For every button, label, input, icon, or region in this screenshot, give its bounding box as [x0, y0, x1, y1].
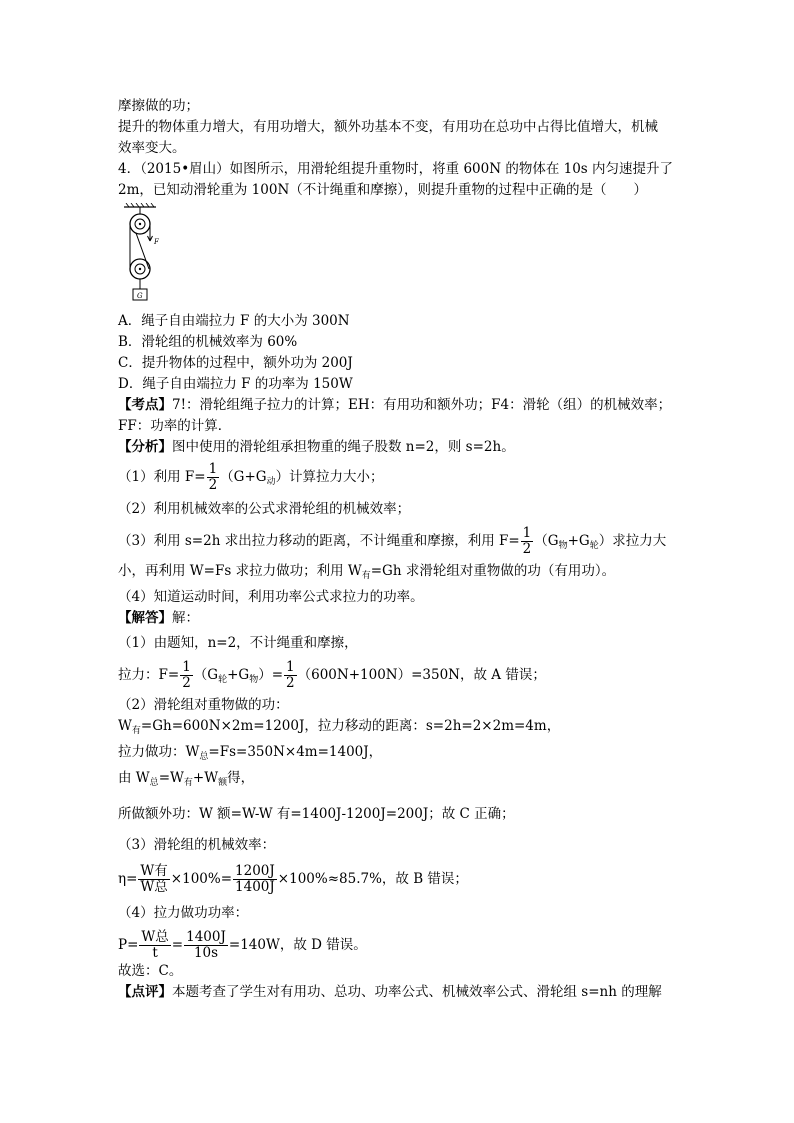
text-run: +G — [227, 667, 250, 683]
fraction-denominator: 2 — [522, 541, 532, 557]
text-run: W — [118, 718, 132, 734]
fraction-denominator: 1400J — [235, 879, 275, 895]
jieda-part-1-formula — [118, 660, 678, 691]
subscript: 总 — [149, 778, 159, 788]
text-run: ）= — [258, 667, 284, 683]
ceiling-hatch — [126, 203, 154, 207]
text-run: 解： — [172, 610, 199, 626]
text-run: ×100%= — [170, 871, 233, 887]
subscript: 额 — [218, 778, 228, 788]
subscript: 轮 — [218, 675, 228, 685]
text-run: （3）利用 s=2h 求出拉力移动的距离，不计绳重和摩擦，利用 F= — [118, 533, 520, 549]
subscript: 物 — [249, 675, 259, 685]
fraction-half — [521, 526, 534, 557]
subscript: 总 — [199, 752, 209, 762]
text-run: =Gh=600N×2m=1200J，拉力移动的距离：s=2h=2×2m=4m， — [140, 718, 561, 734]
jieda-part-4-formula — [118, 930, 678, 961]
text-run: =140W，故 D 错误。 — [228, 937, 367, 953]
kaodian-line-1 — [118, 395, 678, 416]
jieda-part-2-line-1 — [118, 716, 678, 742]
rope-diagonal — [136, 233, 149, 269]
subscript: 有 — [183, 778, 193, 788]
text-run: （G — [534, 533, 559, 549]
fraction-denominator: 2 — [182, 675, 191, 691]
dianping-tag: 【点评】 — [118, 984, 172, 1000]
fraction-denominator: t — [152, 945, 158, 961]
fraction-numerator: 1400J — [186, 929, 226, 945]
text-run: =W — [158, 770, 184, 786]
fenxi-line — [118, 437, 678, 458]
fraction-values — [184, 930, 228, 961]
subscript: 动 — [266, 477, 276, 487]
fraction-efficiency — [138, 864, 169, 895]
kaodian-line-2: FF：功率的计算． — [118, 418, 232, 434]
fraction-denominator: 10s — [193, 945, 219, 961]
text-run: 得， — [227, 770, 255, 786]
text-run: +W — [192, 770, 219, 786]
fenxi-step-3-cont — [118, 561, 678, 587]
jieda-part-3-title: （3）滑轮组的机械效率： — [118, 837, 276, 853]
document-page — [118, 96, 678, 1003]
text-run: 由 W — [118, 770, 150, 786]
jieda-part-1-title: （1）由题知，n=2，不计绳重和摩擦， — [118, 635, 358, 651]
jieda-tag: 【解答】 — [118, 610, 172, 626]
jieda-part-3-formula — [118, 864, 678, 895]
option-a: A．绳子自由端拉力 F 的大小为 300N — [118, 313, 350, 329]
question-line-2: 2m，已知动滑轮重为 100N（不计绳重和摩擦），则提升重物的过程中正确的是（ ） — [118, 182, 648, 198]
text-run: =Gh 求滑轮组对重物做的功（有用功）。 — [370, 563, 616, 579]
jieda-part-2-line-3 — [118, 768, 678, 794]
fraction-half — [180, 660, 193, 691]
fraction-denominator: 2 — [208, 477, 218, 493]
option-c: C．提升物体的过程中，额外功为 200J — [118, 355, 353, 371]
fenxi-step-3 — [118, 526, 678, 557]
text-run: （1）利用 F= — [118, 469, 206, 485]
fraction-half — [207, 462, 220, 493]
fraction-denominator: 2 — [286, 675, 295, 691]
intro-line-1: 摩擦做的功； — [118, 98, 199, 114]
fixed-pulley-axle — [139, 223, 141, 225]
jieda-part-2-line-4: 所做额外功：W 额=W-W 有=1400J-1200J=200J；故 C 正确； — [118, 806, 515, 822]
text-run: P= — [118, 937, 139, 953]
fraction-numerator: W有 — [140, 863, 168, 879]
fraction-power — [139, 930, 170, 961]
fenxi-step-2: （2）利用机械效率的公式求滑轮组的机械效率； — [118, 501, 411, 517]
question-line-1: 4．（2015•眉山）如图所示，用滑轮组提升重物时，将重 600N 的物体在 10s 内匀速提升了 — [118, 161, 674, 177]
text-run: ）计算拉力大小； — [275, 469, 384, 485]
text-run: ×100%≈85.7%，故 B 错误； — [277, 871, 468, 887]
intro-line-2: 提升的物体重力增大，有用功增大，额外功基本不变，有用功在总功中占得比值增大，机械 — [118, 119, 658, 135]
jieda-answer: 故选：C。 — [118, 963, 183, 979]
dianping-text: 本题考查了学生对有用功、总功、功率公式、机械效率公式、滑轮组 s=nh 的理解 — [172, 984, 662, 1000]
subscript: 有 — [361, 571, 371, 581]
fraction-numerator: 1 — [286, 659, 295, 675]
text-run: = — [171, 937, 184, 953]
kaodian-tag: 【考点】 — [118, 397, 172, 413]
fenxi-tag: 【分析】 — [118, 439, 172, 455]
text-run: 拉力：F= — [118, 667, 180, 683]
fraction-numerator: 1 — [182, 659, 191, 675]
option-b: B．滑轮组的机械效率为 60% — [118, 334, 298, 350]
jieda-part-2-title: （2）滑轮组对重物做的功： — [118, 697, 289, 713]
subscript: 物 — [558, 541, 568, 551]
load-label: G — [137, 292, 143, 300]
text-run: 拉力做功：W — [118, 744, 200, 760]
movable-pulley-axle — [139, 268, 141, 270]
fenxi-step-1 — [118, 462, 678, 493]
fenxi-text: 图中使用的滑轮组承担物重的绳子股数 n=2，则 s=2h。 — [172, 439, 515, 455]
kaodian-text: 7!：滑轮组绳子拉力的计算；EH：有用功和额外功；F4：滑轮（组）的机械效率； — [172, 397, 672, 413]
text-run: （G — [193, 667, 219, 683]
fraction-numerator: W总 — [141, 929, 169, 945]
text-run: （G+G — [220, 469, 267, 485]
fraction-numerator: 1 — [522, 525, 532, 541]
fraction-numerator: 1 — [208, 461, 218, 477]
force-label: F — [154, 238, 159, 246]
dianping-line — [118, 982, 678, 1003]
jieda-part-2-line-2 — [118, 742, 678, 768]
text-run: +G — [567, 533, 590, 549]
fraction-denominator: W总 — [140, 879, 168, 895]
subscript: 有 — [131, 726, 141, 736]
text-run: ）求拉力大 — [598, 533, 667, 549]
text-run: η= — [118, 871, 138, 887]
text-run: =Fs=350N×4m=1400J， — [208, 744, 383, 760]
text-run: 小，再利用 W=Fs 求拉力做功；利用 W — [118, 563, 362, 579]
fraction-values — [233, 864, 277, 895]
pulley-figure — [122, 203, 182, 303]
subscript: 轮 — [589, 541, 599, 551]
intro-line-3: 效率变大。 — [118, 140, 186, 156]
jieda-head — [118, 608, 678, 629]
option-d: D．绳子自由端拉力 F 的功率为 150W — [118, 376, 353, 392]
fraction-half — [284, 660, 297, 691]
fraction-numerator: 1200J — [235, 863, 275, 879]
text-run: （600N+100N）=350N，故 A 错误； — [297, 667, 546, 683]
jieda-part-4-title: （4）拉力做功功率： — [118, 905, 249, 921]
fenxi-step-4: （4）知道运动时间，利用功率公式求拉力的功率。 — [118, 589, 424, 605]
